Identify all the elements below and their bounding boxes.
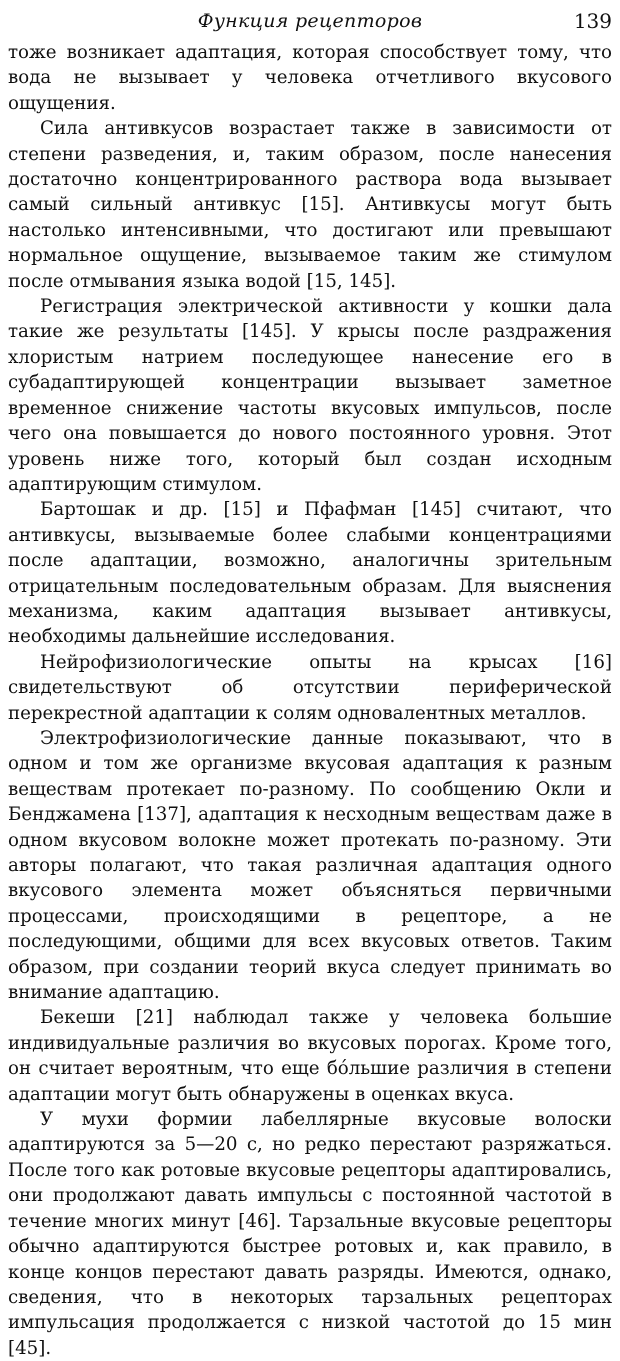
paragraph: Нейрофизиологические опыты на крысах [16] свидетельствуют об отсутствии периферической перекрестной адаптации к солям одновалентных металлов. [8,651,612,724]
page-number: 139 [573,9,612,33]
paragraph: Бекеши [21] наблюдал также у человека большие индивидуальные различия во вкусовых порогах. Кроме того, он считает вероятным, что еще бóльшие различия в степени адаптации могут быть обнаружены в оценках вкуса. [8,1007,612,1105]
paragraph: Сила антивкусов возрастает также в зависимости от степени разведения, и, таким образом, после нанесения достаточно концентрированного раствора вода вызывает самый сильный антивкус [15]. Антивкусы могут быть настолько интенсивными, что достигают или превышают нормальное ощущение, вызываемое таким же стимулом после отмывания языка водой [15, 145]. [8,118,612,292]
paragraph: Бартошак и др. [15] и Пфафман [145] считают, что антивкусы, вызываемые более слабыми концентрациями после адаптации, возможно, аналогичны зрительным отрицательным последовательным образам. Для выяснения механизма, каким адаптация вызывает антивкусы, необходимы дальнейшие исследования. [8,499,612,648]
paragraph: У мухи формии лабеллярные вкусовые волоски адаптируются за 5—20 с, но редко перестают разряжаться. После того как ротовые вкусовые рецепторы адаптировались, они продолжают давать импульсы с постоянной частотой в течение многих минут [46]. Тарзальные вкусовые рецепторы обычно адаптируются быстрее ротовых и, как правило, в конце концов перестают давать разряды. Имеются, однако, сведения, что в некоторых тарзальных рецепторах импульсация продолжается с низкой частотой до 15 мин [45]. [8,1109,612,1359]
paragraph: Электрофизиологические данные показывают, что в одном и том же организме вкусовая адаптация к разным веществам протекает по-разному. По сообщению Окли и Бенджамена [137], адаптация к несходным веществам даже в одном вкусовом волокне может протекать по-разному. Эти авторы полагают, что такая различная адаптация одного вкусового элемента может объясняться первичными процессами, происходящими в рецепторе, а не последующими, общими для всех вкусовых ответов. Таким образом, при создании теорий вкуса следует принимать во внимание адаптацию. [8,727,612,1004]
paragraph: тоже возникает адаптация, которая способствует тому, что вода не вызывает у человека отчетливого вкусового ощущения. [8,42,612,114]
running-head [8,6,612,40]
running-title: Функция рецепторов [197,10,423,32]
body-text [8,40,612,1361]
paragraph: Регистрация электрической активности у кошки дала такие же результаты [145]. У крысы после раздражения хлористым натрием последующее нанесение его в субадаптирующей концентрации вызывает заметное временное снижение частоты вкусовых импульсов, после чего она повышается до нового постоянного уровня. Этот уровень ниже того, который был создан исходным адаптирующим стимулом. [8,296,612,495]
